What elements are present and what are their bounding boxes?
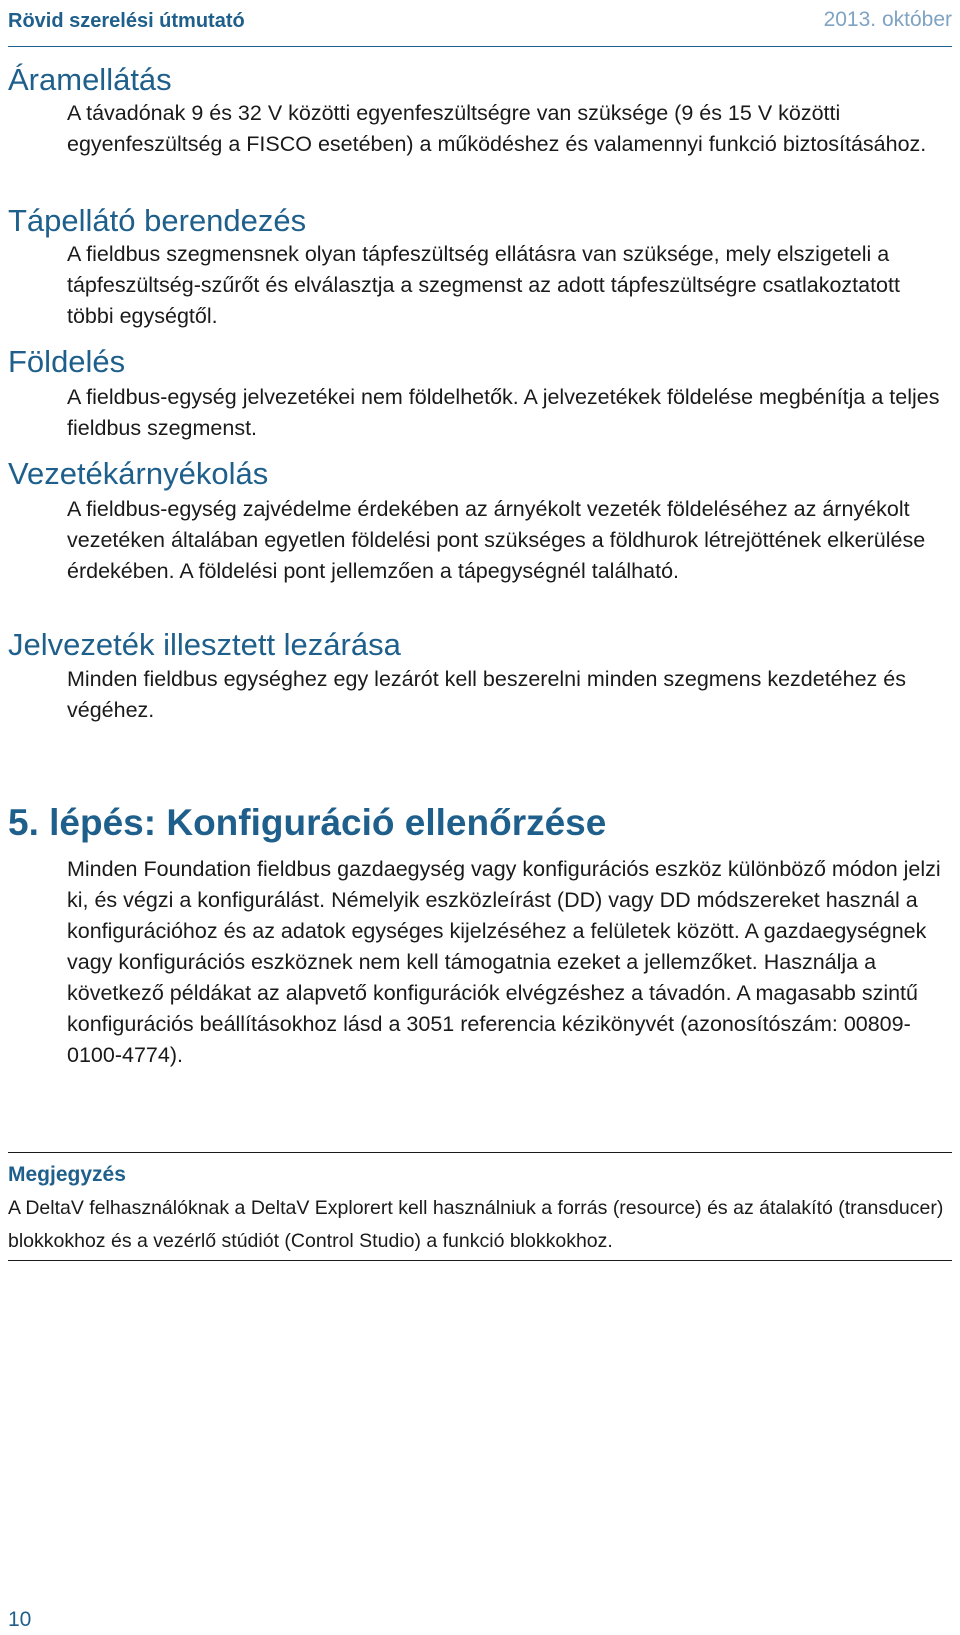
section-text-grounding: A fieldbus-egység jelvezetékei nem földelhetők. A jelvezetékek földelése megbénítja a teljes fieldbus szegmenst. — [67, 385, 940, 440]
note-title: Megjegyzés — [8, 1163, 126, 1186]
section-text-power-supply: A távadónak 9 és 32 V közötti egyenfeszültségre van szüksége (9 és 15 V közötti egyenfeszültség a FISCO esetében) a működéshez és valamennyi funkció biztosításához. — [67, 101, 927, 156]
step-title: 5. lépés: Konfiguráció ellenőrzése — [8, 802, 607, 843]
note-bottom-divider — [8, 1260, 952, 1261]
note-text: A DeltaV felhasználóknak a DeltaV Explorert kell használniuk a forrás (resource) és az átalakító (transducer) blokkokhoz és a vezérlő stúdiót (Control Studio) a funkció blokkokhoz. — [8, 1197, 944, 1252]
document-date: 2013. október — [823, 8, 952, 31]
section-title-signal-termination: Jelvezeték illesztett lezárása — [8, 627, 401, 662]
page-header — [8, 0, 952, 47]
section-text-signal-termination: Minden fieldbus egységhez egy lezárót kell beszerelni minden szegmens kezdetéhez és végéhez. — [67, 667, 906, 722]
document-title: Rövid szerelési útmutató — [8, 10, 245, 32]
section-text-power-conditioner: A fieldbus szegmensnek olyan tápfeszültség ellátásra van szüksége, mely elszigeteli a tápfeszültség-szűrőt és elválasztja a szegmenst az adott tápfeszültségre csatlakoztatott többi egységtől. — [67, 242, 900, 328]
section-title-shield-wire: Vezetékárnyékolás — [8, 456, 269, 491]
note-top-divider — [8, 1152, 952, 1153]
section-title-grounding: Földelés — [8, 344, 126, 379]
section-title-power-supply: Áramellátás — [8, 62, 172, 97]
page-number: 10 — [8, 1608, 32, 1631]
section-text-shield-wire: A fieldbus-egység zajvédelme érdekében az árnyékolt vezeték földeléséhez az árnyékolt vezetéken általában egyetlen földelési pont szükséges a földhurok létrejöttének elkerülése érdekében. A földelési pont jellemzően a tápegységnél található. — [67, 497, 926, 583]
section-title-power-conditioner: Tápellátó berendezés — [8, 203, 307, 238]
step-text: Minden Foundation fieldbus gazdaegység vagy konfigurációs eszköz különböző módon jelzi ki, és végzi a konfigurálást. Némelyik eszközleírást (DD) vagy DD módszereket használ a konfigurációhoz és az adatok egységes kijelzéséhez a felületek között. A gazdaegységnek vagy konfigurációs eszköznek nem kell támogatnia ezeket a jellemzőket. Használja a következő példákat az alapvető konfigurációk elvégzéshez a távadón. A magasabb szintű konfigurációs beállításokhoz lásd a 3051 referencia kézikönyvét (azonosítószám: 00809-0100-4774). — [67, 857, 941, 1067]
